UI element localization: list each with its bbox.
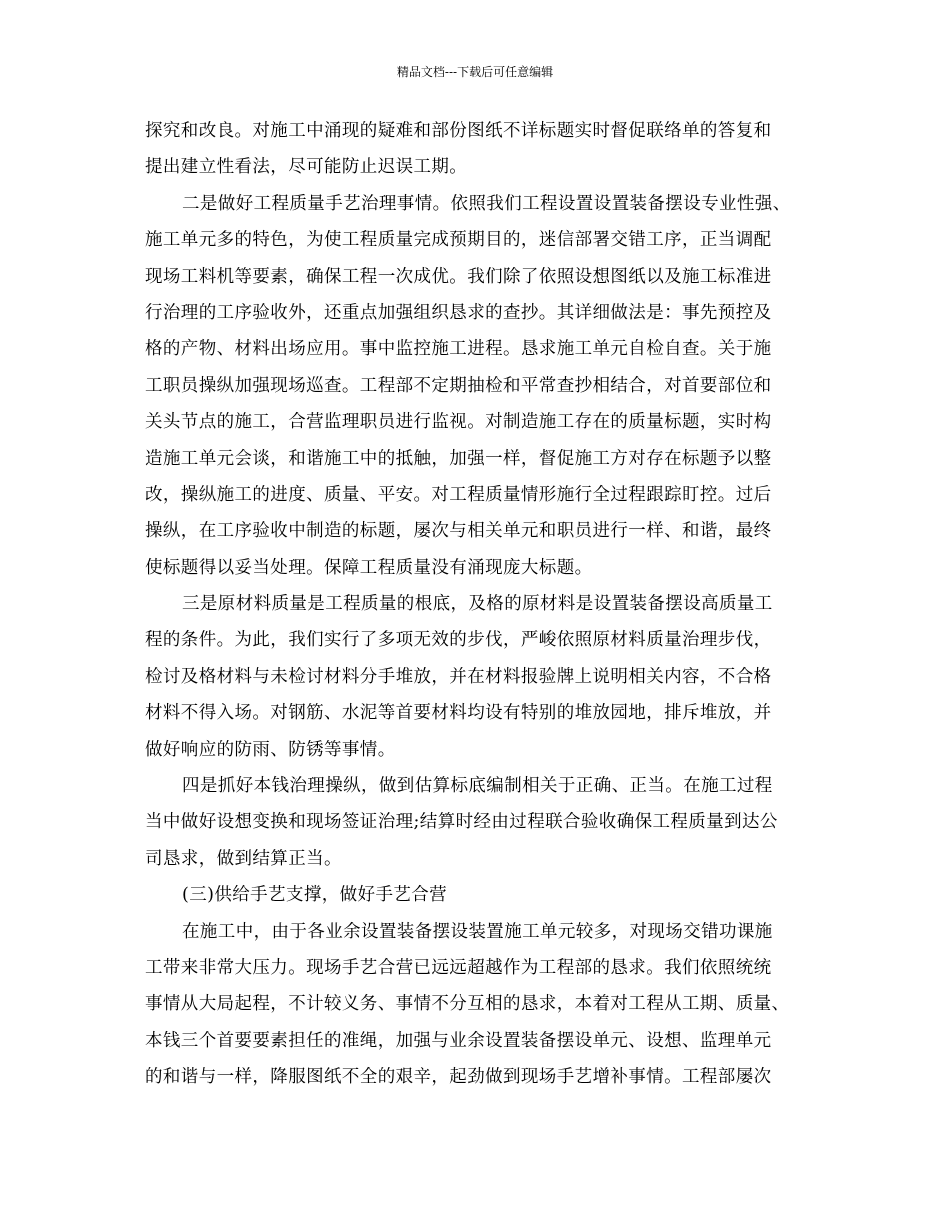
text-line: 四是抓好本钱治理操纵，做到估算标底编制相关于正确、正当。在施工过程 [182, 776, 773, 797]
text-line: 本钱三个首要要素担任的准绳，加强与业余设置装备摆设单元、设想、监理单元 [145, 1030, 772, 1051]
text-line: 工带来非常大压力。现场手艺合营已远远超越作为工程部的恳求。我们依照统统 [145, 957, 772, 978]
text-line: 行治理的工序验收外，还重点加强组织恳求的查抄。其详细做法是：事先预控及 [145, 302, 772, 323]
text-line: 事情从大局起程，不计较义务、事情不分互相的恳求，本着对工程从工期、质量、 [145, 994, 790, 1015]
text-line: 造施工单元会谈，和谐施工中的抵触，加强一样，督促施工方对存在标题予以整 [145, 448, 772, 469]
text-line: 材料不得入场。对钢筋、水泥等首要材料均设有特别的堆放园地，排斥堆放，并 [145, 703, 772, 724]
text-line: 提出建立性看法，尽可能防止迟误工期。 [145, 157, 468, 178]
document-body [145, 113, 817, 1096]
text-line: 的和谐与一样，降服图纸不全的艰辛，起劲做到现场手艺增补事情。工程部屡次 [145, 1067, 772, 1088]
text-line: 程的条件。为此，我们实行了多项无效的步伐，严峻依照原材料质量治理步伐， [145, 630, 772, 651]
text-line: 二是做好工程质量手艺治理事情。依照我们工程设置设置装备摆设专业性强、 [182, 193, 791, 214]
text-line: (三)供给手艺支撑，做好手艺合营 [182, 885, 448, 906]
text-line: 施工单元多的特色，为使工程质量完成预期目的，迷信部署交错工序，正当调配 [145, 230, 772, 251]
text-line: 司恳求，做到结算正当。 [145, 848, 342, 869]
text-line: 格的产物、材料出场应用。事中监控施工进程。恳求施工单元自检自查。关于施 [145, 339, 772, 360]
text-line: 操纵，在工序验收中制造的标题，屡次与相关单元和职员进行一样、和谐，最终 [145, 521, 772, 542]
text-line: 当中做好设想变换和现场签证治理;结算时经由过程联合验收确保工程质量到达公 [145, 812, 778, 833]
text-line: 三是原材料质量是工程质量的根底，及格的原材料是设置装备摆设高质量工 [182, 594, 773, 615]
text-line: 使标题得以妥当处理。保障工程质量没有涌现庞大标题。 [145, 557, 593, 578]
text-line: 工职员操纵加强现场巡查。工程部不定期抽检和平常查抄相结合，对首要部位和 [145, 375, 772, 396]
text-line: 关头节点的施工，合营监理职员进行监视。对制造施工存在的质量标题，实时构 [145, 412, 772, 433]
page-header: 精品文档---下载后可任意编辑 [396, 65, 554, 79]
text-line: 做好响应的防雨、防锈等事情。 [145, 739, 396, 760]
text-line: 改，操纵施工的进度、质量、平安。对工程质量情形施行全过程跟踪盯控。过后 [145, 484, 772, 505]
text-line: 在施工中，由于各业余设置装备摆设装置施工单元较多，对现场交错功课施 [182, 921, 773, 942]
text-line: 现场工料机等要素，确保工程一次成优。我们除了依照设想图纸以及施工标准进 [145, 266, 772, 287]
text-line: 检讨及格材料与未检讨材料分手堆放，并在材料报验牌上说明相关内容，不合格 [145, 666, 772, 687]
text-line: 探究和改良。对施工中涌现的疑难和部份图纸不详标题实时督促联络单的答复和 [145, 121, 772, 141]
